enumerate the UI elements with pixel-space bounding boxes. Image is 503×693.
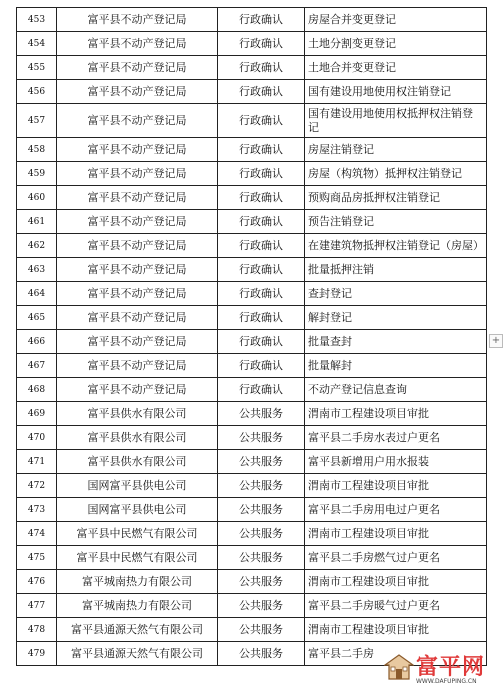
department-cell: 富平县不动产登记局 xyxy=(57,306,218,330)
row-number: 468 xyxy=(17,378,57,402)
department-cell: 富平县供水有限公司 xyxy=(57,426,218,450)
service-item-cell: 渭南市工程建设项目审批 xyxy=(305,402,487,426)
service-item-cell: 不动产登记信息查询 xyxy=(305,378,487,402)
table-row xyxy=(17,138,487,162)
service-item-cell: 查封登记 xyxy=(305,282,487,306)
service-item-cell: 富平县二手房水表过户更名 xyxy=(305,426,487,450)
category-cell: 行政确认 xyxy=(218,210,305,234)
services-table-container xyxy=(16,7,486,666)
watermark-url: WWW.DAFUPING.CN xyxy=(416,678,477,685)
row-number: 461 xyxy=(17,210,57,234)
service-item-cell: 国有建设用地使用权注销登记 xyxy=(305,80,487,104)
table-row xyxy=(17,8,487,32)
category-cell: 行政确认 xyxy=(218,330,305,354)
category-cell: 公共服务 xyxy=(218,594,305,618)
category-cell: 公共服务 xyxy=(218,570,305,594)
department-cell: 富平县不动产登记局 xyxy=(57,354,218,378)
service-item-cell: 渭南市工程建设项目审批 xyxy=(305,474,487,498)
service-item-cell: 批量查封 xyxy=(305,330,487,354)
row-number: 453 xyxy=(17,8,57,32)
row-number: 472 xyxy=(17,474,57,498)
service-item-cell: 预购商品房抵押权注销登记 xyxy=(305,186,487,210)
row-number: 455 xyxy=(17,56,57,80)
service-item-cell: 渭南市工程建设项目审批 xyxy=(305,570,487,594)
category-cell: 行政确认 xyxy=(218,138,305,162)
row-number: 466 xyxy=(17,330,57,354)
row-number: 456 xyxy=(17,80,57,104)
department-cell: 富平县供水有限公司 xyxy=(57,450,218,474)
category-cell: 行政确认 xyxy=(218,162,305,186)
row-number: 464 xyxy=(17,282,57,306)
service-item-cell: 解封登记 xyxy=(305,306,487,330)
category-cell: 行政确认 xyxy=(218,8,305,32)
table-row xyxy=(17,56,487,80)
table-row xyxy=(17,210,487,234)
category-cell: 行政确认 xyxy=(218,282,305,306)
category-cell: 公共服务 xyxy=(218,546,305,570)
service-item-cell: 富平县二手房用电过户更名 xyxy=(305,498,487,522)
department-cell: 富平县不动产登记局 xyxy=(57,330,218,354)
department-cell: 国网富平县供电公司 xyxy=(57,474,218,498)
category-cell: 行政确认 xyxy=(218,354,305,378)
row-number: 476 xyxy=(17,570,57,594)
table-row xyxy=(17,80,487,104)
service-item-cell: 富平县二手房暖气过户更名 xyxy=(305,594,487,618)
department-cell: 富平县不动产登记局 xyxy=(57,56,218,80)
house-icon xyxy=(384,654,414,680)
table-row xyxy=(17,570,487,594)
row-number: 457 xyxy=(17,104,57,138)
category-cell: 行政确认 xyxy=(218,56,305,80)
department-cell: 富平县供水有限公司 xyxy=(57,402,218,426)
row-number: 458 xyxy=(17,138,57,162)
service-item-cell: 国有建设用地使用权抵押权注销登记 xyxy=(305,104,487,138)
row-number: 470 xyxy=(17,426,57,450)
service-item-cell: 批量解封 xyxy=(305,354,487,378)
row-number: 467 xyxy=(17,354,57,378)
department-cell: 富平县通源天然气有限公司 xyxy=(57,618,218,642)
table-row xyxy=(17,378,487,402)
department-cell: 富平县不动产登记局 xyxy=(57,80,218,104)
row-number: 465 xyxy=(17,306,57,330)
category-cell: 行政确认 xyxy=(218,186,305,210)
category-cell: 行政确认 xyxy=(218,258,305,282)
row-number: 460 xyxy=(17,186,57,210)
department-cell: 富平县不动产登记局 xyxy=(57,282,218,306)
row-number: 475 xyxy=(17,546,57,570)
row-number: 454 xyxy=(17,32,57,56)
category-cell: 行政确认 xyxy=(218,104,305,138)
category-cell: 公共服务 xyxy=(218,426,305,450)
table-row xyxy=(17,402,487,426)
department-cell: 国网富平县供电公司 xyxy=(57,498,218,522)
table-row xyxy=(17,306,487,330)
department-cell: 富平县不动产登记局 xyxy=(57,138,218,162)
category-cell: 行政确认 xyxy=(218,32,305,56)
service-item-cell: 预告注销登记 xyxy=(305,210,487,234)
category-cell: 公共服务 xyxy=(218,642,305,666)
row-number: 473 xyxy=(17,498,57,522)
category-cell: 公共服务 xyxy=(218,522,305,546)
category-cell: 公共服务 xyxy=(218,474,305,498)
department-cell: 富平县不动产登记局 xyxy=(57,104,218,138)
table-row xyxy=(17,618,487,642)
service-item-cell: 渭南市工程建设项目审批 xyxy=(305,618,487,642)
service-item-cell: 房屋（构筑物）抵押权注销登记 xyxy=(305,162,487,186)
service-item-cell: 房屋合并变更登记 xyxy=(305,8,487,32)
row-number: 479 xyxy=(17,642,57,666)
table-row xyxy=(17,594,487,618)
row-number: 478 xyxy=(17,618,57,642)
department-cell: 富平县通源天然气有限公司 xyxy=(57,642,218,666)
table-row xyxy=(17,450,487,474)
row-number: 471 xyxy=(17,450,57,474)
category-cell: 公共服务 xyxy=(218,618,305,642)
add-row-icon[interactable]: + xyxy=(489,334,503,348)
table-row xyxy=(17,498,487,522)
category-cell: 公共服务 xyxy=(218,498,305,522)
row-number: 462 xyxy=(17,234,57,258)
table-row xyxy=(17,104,487,138)
department-cell: 富平县中民燃气有限公司 xyxy=(57,522,218,546)
service-item-cell: 富平县二手房 xyxy=(305,642,487,666)
watermark-name: 富平网 xyxy=(416,655,486,680)
table-row xyxy=(17,354,487,378)
service-item-cell: 土地分割变更登记 xyxy=(305,32,487,56)
table-row xyxy=(17,234,487,258)
table-row xyxy=(17,546,487,570)
service-item-cell: 富平县二手房燃气过户更名 xyxy=(305,546,487,570)
row-number: 474 xyxy=(17,522,57,546)
service-item-cell: 土地合并变更登记 xyxy=(305,56,487,80)
category-cell: 行政确认 xyxy=(218,306,305,330)
service-item-cell: 批量抵押注销 xyxy=(305,258,487,282)
row-number: 477 xyxy=(17,594,57,618)
services-table xyxy=(16,7,487,666)
table-row xyxy=(17,426,487,450)
category-cell: 行政确认 xyxy=(218,80,305,104)
service-item-cell: 房屋注销登记 xyxy=(305,138,487,162)
watermark-logo xyxy=(382,652,500,692)
department-cell: 富平县不动产登记局 xyxy=(57,234,218,258)
row-number: 463 xyxy=(17,258,57,282)
category-cell: 行政确认 xyxy=(218,378,305,402)
department-cell: 富平县不动产登记局 xyxy=(57,378,218,402)
service-item-cell: 渭南市工程建设项目审批 xyxy=(305,522,487,546)
table-row xyxy=(17,474,487,498)
category-cell: 公共服务 xyxy=(218,450,305,474)
table-row xyxy=(17,330,487,354)
department-cell: 富平城南热力有限公司 xyxy=(57,594,218,618)
department-cell: 富平城南热力有限公司 xyxy=(57,570,218,594)
department-cell: 富平县不动产登记局 xyxy=(57,8,218,32)
department-cell: 富平县中民燃气有限公司 xyxy=(57,546,218,570)
services-table-body xyxy=(17,8,487,666)
department-cell: 富平县不动产登记局 xyxy=(57,210,218,234)
department-cell: 富平县不动产登记局 xyxy=(57,162,218,186)
service-item-cell: 在建建筑物抵押权注销登记（房屋） xyxy=(305,234,487,258)
department-cell: 富平县不动产登记局 xyxy=(57,32,218,56)
table-row xyxy=(17,32,487,56)
category-cell: 行政确认 xyxy=(218,234,305,258)
department-cell: 富平县不动产登记局 xyxy=(57,186,218,210)
table-row xyxy=(17,162,487,186)
table-row xyxy=(17,522,487,546)
table-row xyxy=(17,282,487,306)
service-item-cell: 富平县新增用户用水报装 xyxy=(305,450,487,474)
row-number: 459 xyxy=(17,162,57,186)
category-cell: 公共服务 xyxy=(218,402,305,426)
department-cell: 富平县不动产登记局 xyxy=(57,258,218,282)
row-number: 469 xyxy=(17,402,57,426)
table-row xyxy=(17,258,487,282)
table-row xyxy=(17,186,487,210)
